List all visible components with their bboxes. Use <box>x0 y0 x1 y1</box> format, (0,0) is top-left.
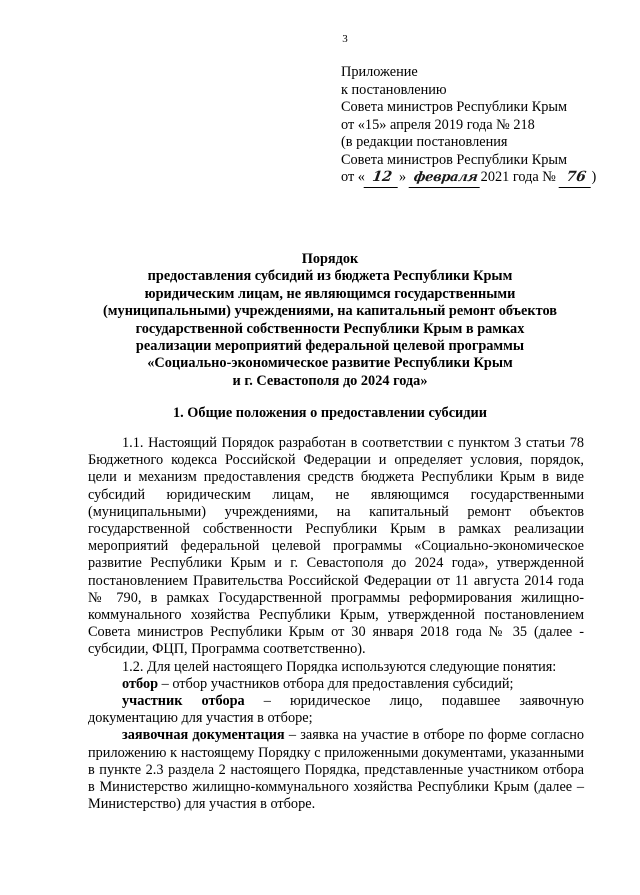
page-number: 3 <box>342 33 348 45</box>
paragraph-1-1: 1.1. Настоящий Порядок разработан в соответствии с пунктом 3 статьи 78 Бюджетного кодекса Российской Федерации и определяет условия, порядок, цели и механизм предоставления средств бюджета Республики Крым в виде субсидий юридическим лицам, не являющимся государственными (муниципальными) учреждениями, на капитальный ремонт объектов государственной собственности Республики Крым в рамках реализации мероприятий федеральной целевой программы «Социально-экономическое развитие Республики Крым и г. Севастополя до 2024 года», утвержденной постановлением Правительства Российской Федерации от 11 августа 2014 года № 790, в рамках Государственной программы реформирования жилищно-коммунального хозяйства Республики Крым, утвержденной постановлением Совета министров Республики Крым от 30 января 2018 года № 35 (далее - субсидии, ФЦП, Программа соответственно). <box>88 435 584 658</box>
appendix-line: Совета министров Республики Крым <box>341 151 568 168</box>
title-line: предоставления субсидий из бюджета Республики Крым <box>147 268 513 285</box>
appendix-line: от «15» апреля 2019 года № 218 <box>341 116 535 133</box>
title-line: Порядок <box>301 251 359 267</box>
amend-suffix: ) <box>591 169 597 185</box>
title-line: юридическим лицам, не являющимся государственными <box>144 285 516 302</box>
definition-term: заявочная документация <box>122 727 285 744</box>
title-line: (муниципальными) учреждениями, на капитальный ремонт объектов <box>103 303 557 320</box>
amend-prefix: от « <box>341 169 365 185</box>
body-text <box>88 435 584 813</box>
appendix-line: Совета министров Республики Крым <box>341 99 568 115</box>
appendix-line: к постановлению <box>341 81 447 98</box>
definition-text: – юридическое лицо, подавшее заявочную документацию для участия в отборе; <box>88 693 584 727</box>
handwritten-day: 12 <box>364 169 401 188</box>
document-title <box>80 251 580 390</box>
handwritten-number: 76 <box>558 169 593 188</box>
amend-quote: » <box>398 169 407 185</box>
definition-selection <box>88 676 584 693</box>
appendix-line: Приложение <box>341 64 418 80</box>
definition-term: отбор <box>122 675 159 692</box>
appendix-line: (в редакции постановления <box>341 134 508 150</box>
title-line: «Социально-экономическое развитие Республики Крым <box>147 355 513 372</box>
appendix-block <box>341 64 633 188</box>
definition-text: – заявка на участие в отборе по форме согласно приложению к настоящему Порядку с приложенными документами, указанными в пункте 2.3 раздела 2 настоящего Порядка, представленные участником отбора в Министерство жилищно-коммунального хозяйства Республики Крым (далее – Министерство) для участия в отборе. <box>88 727 584 813</box>
definition-participant <box>88 693 584 727</box>
title-line: реализации мероприятий федеральной целевой программы <box>135 338 525 355</box>
amend-year: 2021 года № <box>480 169 556 185</box>
section-heading: 1. Общие положения о предоставлении субсидии <box>173 405 487 421</box>
handwritten-month: февраля <box>408 169 482 188</box>
title-line: и г. Севастополя до 2024 года» <box>232 372 428 389</box>
definition-term: участник отбора <box>122 693 245 710</box>
definition-documentation <box>88 727 584 813</box>
paragraph-1-2: 1.2. Для целей настоящего Порядка используются следующие понятия: <box>122 658 557 675</box>
title-line: государственной собственности Республики Крым в рамках <box>135 320 525 337</box>
amendment-line <box>341 169 633 188</box>
definition-text: – отбор участников отбора для предоставления субсидий; <box>158 675 514 692</box>
